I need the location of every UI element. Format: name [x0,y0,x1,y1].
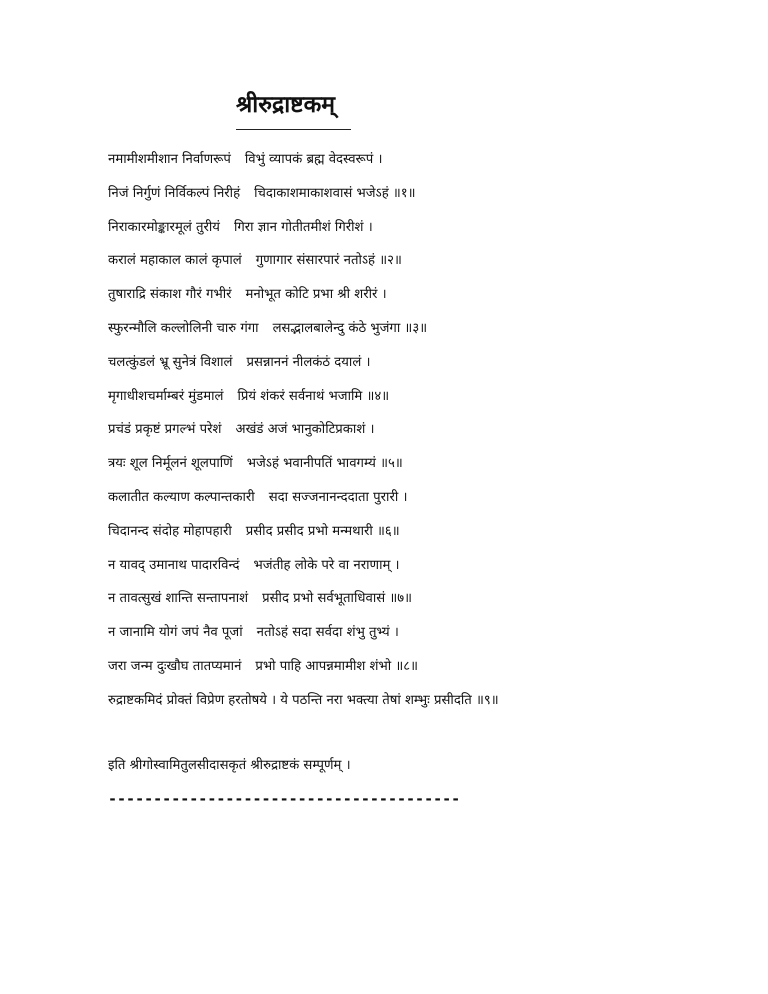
page-title: श्रीरुद्राष्टकम् [236,92,336,118]
verse-line [108,383,628,417]
verse-first-half: प्रचंडं प्रकृष्टं प्रगल्भं परेशं [108,422,222,438]
verse-line [108,214,628,248]
verse-second-half: नतोऽहं सदा सर्वदा शंभु तुभ्यं । [256,625,399,641]
verse-second-half: चिदाकाशमाकाशवासं भजेऽहं ॥१॥ [254,185,416,201]
verse-second-half: प्रसन्नाननं नीलकंठं दयालं । [246,354,371,370]
verse-second-half: मनोभूत कोटि प्रभा श्री शरीरं । [245,287,387,303]
verse-line [108,484,628,518]
colophon: इति श्रीगोस्वामितुलसीदासकृतं श्रीरुद्राष्टकं सम्पूर्णम् । [108,758,351,773]
verse-line [108,653,628,687]
verse-first-half: नमामीशमीशान निर्वाणरूपं [108,152,231,167]
verse-line [108,349,628,383]
verse-line [108,687,628,721]
verse-first-half: चलत्कुंडलं भ्रू सुनेत्रं विशालं [108,354,233,370]
verse-first-half: न यावद् उमानाथ पादारविन्दं [108,557,240,573]
verse-first-half: निजं निर्गुणं निर्विकल्पं निरीहं [108,185,241,201]
verse-second-half: गिरा ज्ञान गोतीतमीशं गिरीशं । [233,219,373,235]
verse-line [108,315,628,349]
verse-second-half: प्रभो पाहि आपन्नमामीश शंभो ॥८॥ [255,658,419,674]
verse-list [108,146,628,721]
verse-line [108,552,628,586]
verse-line [108,146,628,180]
verse-second-half: भजंतीह लोके परे वा नराणाम् । [253,557,400,573]
title-underline [236,129,351,130]
verse-second-half: अखंडं अजं भानुकोटिप्रकाशं । [235,422,375,438]
verse-first-half: तुषाराद्रि संकाश गौरं गभीरं [108,287,232,303]
verse-first-half: कलातीत कल्याण कल्पान्तकारी [108,489,255,505]
verse-second-half: गुणागार संसारपारं नतोऽहं ॥२॥ [255,253,402,269]
verse-first-half: जरा जन्म दुःखौघ तातप्यमानं [108,658,242,674]
dashed-separator: --------------------------------------- [108,790,461,808]
verse-first-half: करालं महाकाल कालं कृपालं [108,253,242,269]
verse-first-half: मृगाधीशचर्माम्बरं मुंडमालं [108,388,224,404]
verse-line [108,585,628,619]
verse-second-half: प्रसीद प्रभो सर्वभूताधिवासं ॥७॥ [262,591,413,607]
verse-first-half: स्फुरन्मौलि कल्लोलिनी चारु गंगा [108,320,259,336]
verse-line [108,518,628,552]
verse-second-half: भजेऽहं भवानीपतिं भावगम्यं ॥५॥ [246,456,403,472]
verse-first-half: न जानामि योगं जपं नैव पूजां [108,625,243,641]
verse-line [108,180,628,214]
verse-first-half: न तावत्सुखं शान्ति सन्तापनाशं [108,591,249,607]
verse-line [108,247,628,281]
verse-line [108,619,628,653]
verse-first-half: चिदानन्द संदोह मोहापहारी [108,523,232,539]
verse-first-half: रुद्राष्टकमिदं प्रोक्तं विप्रेण हरतोषये । ये पठन्ति नरा भक्त्या तेषां शम्भुः प्रसीदति ॥९॥ [108,692,499,708]
verse-second-half: प्रसीद प्रसीद प्रभो मन्मथारी ॥६॥ [245,523,400,539]
verse-line [108,281,628,315]
verse-second-half: सदा सज्जनानन्ददाता पुरारी । [268,489,408,505]
verse-line [108,450,628,484]
verse-first-half: त्रयः शूल निर्मूलनं शूलपाणिं [108,456,233,472]
verse-first-half: निराकारमोङ्कारमूलं तुरीयं [108,219,220,235]
verse-second-half: लसद्भालबालेन्दु कंठे भुजंगा ॥३॥ [272,320,428,336]
verse-line [108,416,628,450]
verse-second-half: प्रियं शंकरं सर्वनाथं भजामि ॥४॥ [237,388,390,404]
verse-second-half: विभुं व्यापकं ब्रह्म वेदस्वरूपं । [244,152,383,167]
